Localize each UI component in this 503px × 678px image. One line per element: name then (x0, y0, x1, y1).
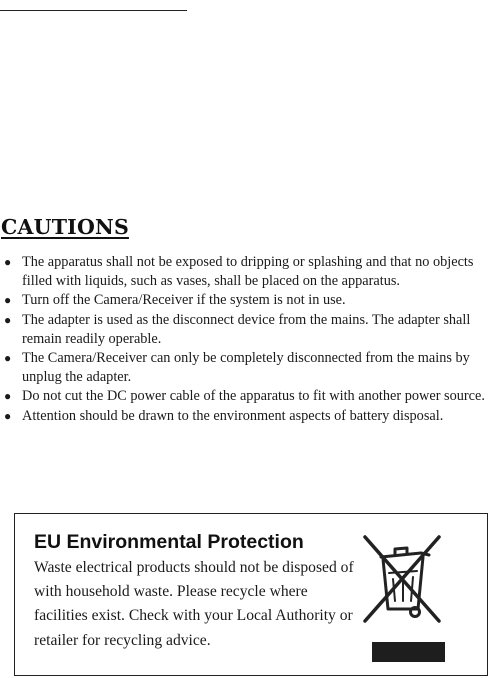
caution-text: Do not cut the DC power cable of the apparatus to fit with another power source. (22, 388, 485, 405)
eu-environmental-notice (14, 513, 488, 676)
caution-text: The apparatus shall not be exposed to dripping or splashing and that no objects filled with liquids, such as vases, shall be placed on the apparatus. (22, 254, 474, 290)
caution-text: Attention should be drawn to the environment aspects of battery disposal. (22, 407, 444, 424)
caution-item (0, 387, 503, 406)
caution-item (0, 349, 503, 387)
caution-text: The adapter is used as the disconnect device from the mains. The adapter shall remain readily operable. (22, 311, 471, 347)
eu-notice-body: Waste electrical products should not be disposed of with household waste. Please recycle where facilities exist. Check with your Local Authority or retailer for recycling advice. (34, 559, 354, 649)
caution-item (0, 407, 503, 426)
cautions-heading: CAUTIONS (1, 215, 129, 239)
bullet-icon: ● (4, 293, 12, 308)
bullet-icon: ● (4, 351, 12, 366)
solid-bar-mark (372, 642, 445, 662)
caution-item (0, 291, 503, 310)
top-divider (0, 10, 187, 11)
caution-text: The Camera/Receiver can only be completely disconnected from the mains by unplug the adapter. (22, 350, 470, 386)
caution-text: Turn off the Camera/Receiver if the system is not in use. (22, 292, 346, 309)
cautions-list (0, 253, 503, 426)
bullet-icon: ● (4, 389, 12, 404)
eu-notice-title: EU Environmental Protection (34, 531, 304, 553)
bullet-icon: ● (4, 408, 12, 423)
bullet-icon: ● (4, 312, 12, 327)
caution-item (0, 311, 503, 349)
caution-item (0, 253, 503, 291)
crossed-out-wheelie-bin-icon (359, 529, 445, 627)
bullet-icon: ● (4, 255, 12, 269)
